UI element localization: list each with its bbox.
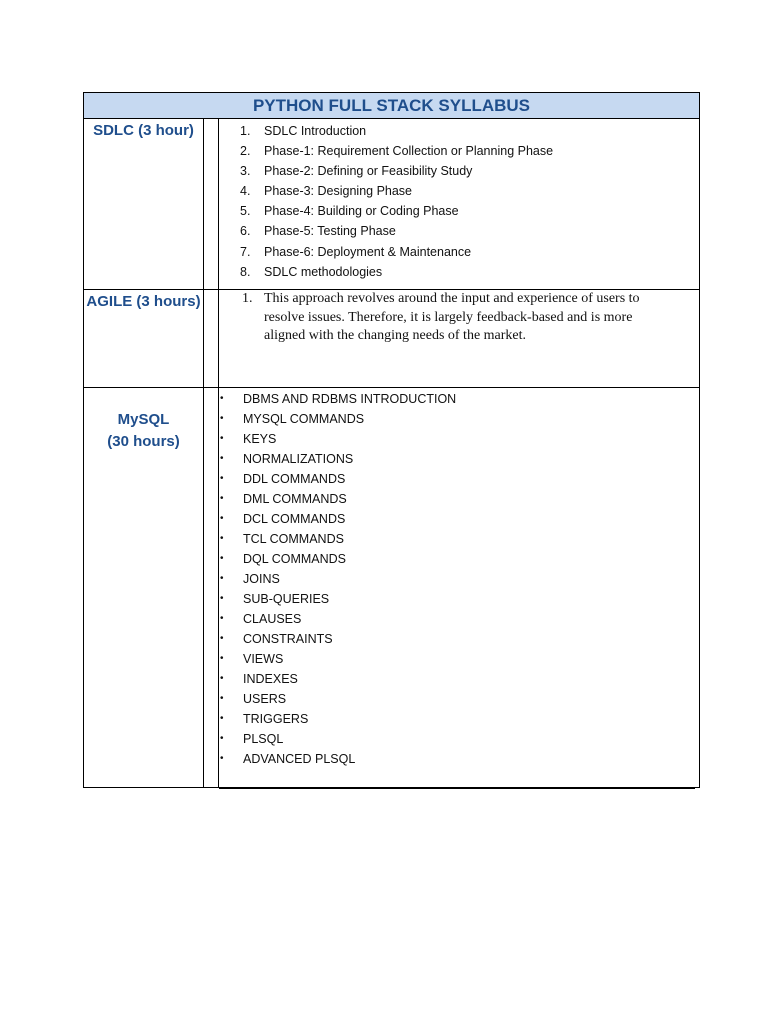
list-item-text: DML COMMANDS xyxy=(243,492,347,506)
mysql-item xyxy=(219,709,456,729)
bullet-icon: • xyxy=(220,673,224,684)
bullet-icon: • xyxy=(220,433,224,444)
list-item-text: NORMALIZATIONS xyxy=(243,452,354,466)
mysql-item xyxy=(219,509,456,529)
list-item-text: Phase-2: Defining or Feasibility Study xyxy=(264,164,473,179)
bullet-icon: • xyxy=(220,593,224,604)
row-divider-agile xyxy=(84,387,699,388)
bullet-icon: • xyxy=(220,493,224,504)
syllabus-table xyxy=(83,92,700,788)
list-item-text: TCL COMMANDS xyxy=(243,532,344,546)
topic-sdlc: SDLC (3 hour) xyxy=(93,122,194,139)
list-item-text: TRIGGERS xyxy=(243,712,309,726)
list-number: 2. xyxy=(240,144,251,159)
bullet-icon: • xyxy=(220,633,224,644)
list-item-text: ADVANCED PLSQL xyxy=(243,752,356,766)
bullet-icon: • xyxy=(220,533,224,544)
sdlc-item xyxy=(236,121,553,141)
list-item-text: Phase-6: Deployment & Maintenance xyxy=(264,244,472,259)
sdlc-item xyxy=(236,141,553,161)
list-number: 4. xyxy=(240,184,251,199)
bullet-icon: • xyxy=(220,393,224,404)
list-number: 7. xyxy=(240,244,251,259)
list-item-text: DDL COMMANDS xyxy=(243,472,346,486)
mysql-item xyxy=(219,749,456,769)
list-item-text: INDEXES xyxy=(243,672,298,686)
agile-item xyxy=(237,290,677,346)
mysql-item xyxy=(219,729,456,749)
list-number: 1. xyxy=(242,291,253,306)
list-item-text: PLSQL xyxy=(243,732,284,746)
list-item-text: DCL COMMANDS xyxy=(243,512,346,526)
bullet-icon: • xyxy=(220,733,224,744)
list-number: 1. xyxy=(240,124,251,138)
bullet-icon: • xyxy=(220,613,224,624)
mysql-item xyxy=(219,609,456,629)
bullet-icon: • xyxy=(220,653,224,664)
sdlc-item xyxy=(236,242,553,262)
bullet-icon: • xyxy=(220,553,224,564)
list-item-text: SUB-QUERIES xyxy=(243,592,330,606)
mysql-item xyxy=(219,449,456,469)
list-item-text: Phase-5: Testing Phase xyxy=(264,224,396,239)
list-item-text: USERS xyxy=(243,692,287,706)
topic-mysql xyxy=(84,409,203,453)
column-divider-left xyxy=(203,119,204,787)
mysql-item xyxy=(219,649,456,669)
bullet-icon: • xyxy=(220,413,224,424)
mysql-item xyxy=(219,489,456,509)
list-item-text: CLAUSES xyxy=(243,612,302,626)
topic-mysql-name: MySQL xyxy=(117,411,170,428)
mysql-item xyxy=(219,549,456,569)
bullet-icon: • xyxy=(220,453,224,464)
bullet-icon: • xyxy=(220,753,224,764)
list-number: 5. xyxy=(240,204,251,219)
mysql-item xyxy=(219,569,456,589)
mysql-item xyxy=(219,589,456,609)
list-item-text: JOINS xyxy=(243,572,280,586)
bullet-icon: • xyxy=(220,573,224,584)
bullet-icon: • xyxy=(220,713,224,724)
list-item-text: CONSTRAINTS xyxy=(243,632,333,646)
list-number: 3. xyxy=(240,164,251,179)
list-item-text: VIEWS xyxy=(243,652,284,666)
list-number: 8. xyxy=(240,264,251,279)
sdlc-item xyxy=(236,201,553,221)
list-item-text: Phase-1: Requirement Collection or Planning Phase xyxy=(264,144,554,159)
mysql-topic-list xyxy=(219,389,456,769)
list-item-text: KEYS xyxy=(243,432,277,446)
mysql-item xyxy=(219,389,456,409)
mysql-item xyxy=(219,669,456,689)
list-number: 6. xyxy=(240,224,251,239)
mysql-item xyxy=(219,629,456,649)
list-item-text: DBMS AND RDBMS INTRODUCTION xyxy=(243,392,457,406)
agile-topic-list xyxy=(237,290,677,346)
syllabus-title: PYTHON FULL STACK SYLLABUS xyxy=(84,93,699,119)
list-item-text: SDLC Introduction xyxy=(264,124,367,138)
list-item-text: MYSQL COMMANDS xyxy=(243,412,365,426)
sdlc-item xyxy=(236,262,553,282)
mysql-item xyxy=(219,429,456,449)
list-item-text: Phase-4: Building or Coding Phase xyxy=(264,204,459,219)
mysql-item xyxy=(219,469,456,489)
table-bottom-rule xyxy=(219,787,695,789)
mysql-item xyxy=(219,409,456,429)
topic-agile: AGILE (3 hours) xyxy=(86,293,201,310)
list-item-text: This approach revolves around the input and experience of users to resolve issues. Therefore, it is largely feedback-based and is more aligned with the changing needs of the market. xyxy=(264,291,640,343)
mysql-item xyxy=(219,689,456,709)
bullet-icon: • xyxy=(220,473,224,484)
topic-mysql-hours: (30 hours) xyxy=(107,433,180,450)
sdlc-topic-list xyxy=(236,121,553,282)
list-item-text: Phase-3: Designing Phase xyxy=(264,184,413,199)
list-item-text: DQL COMMANDS xyxy=(243,552,347,566)
sdlc-item xyxy=(236,161,553,181)
list-item-text: SDLC methodologies xyxy=(264,264,383,279)
bullet-icon: • xyxy=(220,513,224,524)
bullet-icon: • xyxy=(220,693,224,704)
sdlc-item xyxy=(236,221,553,241)
mysql-item xyxy=(219,529,456,549)
sdlc-item xyxy=(236,181,553,201)
